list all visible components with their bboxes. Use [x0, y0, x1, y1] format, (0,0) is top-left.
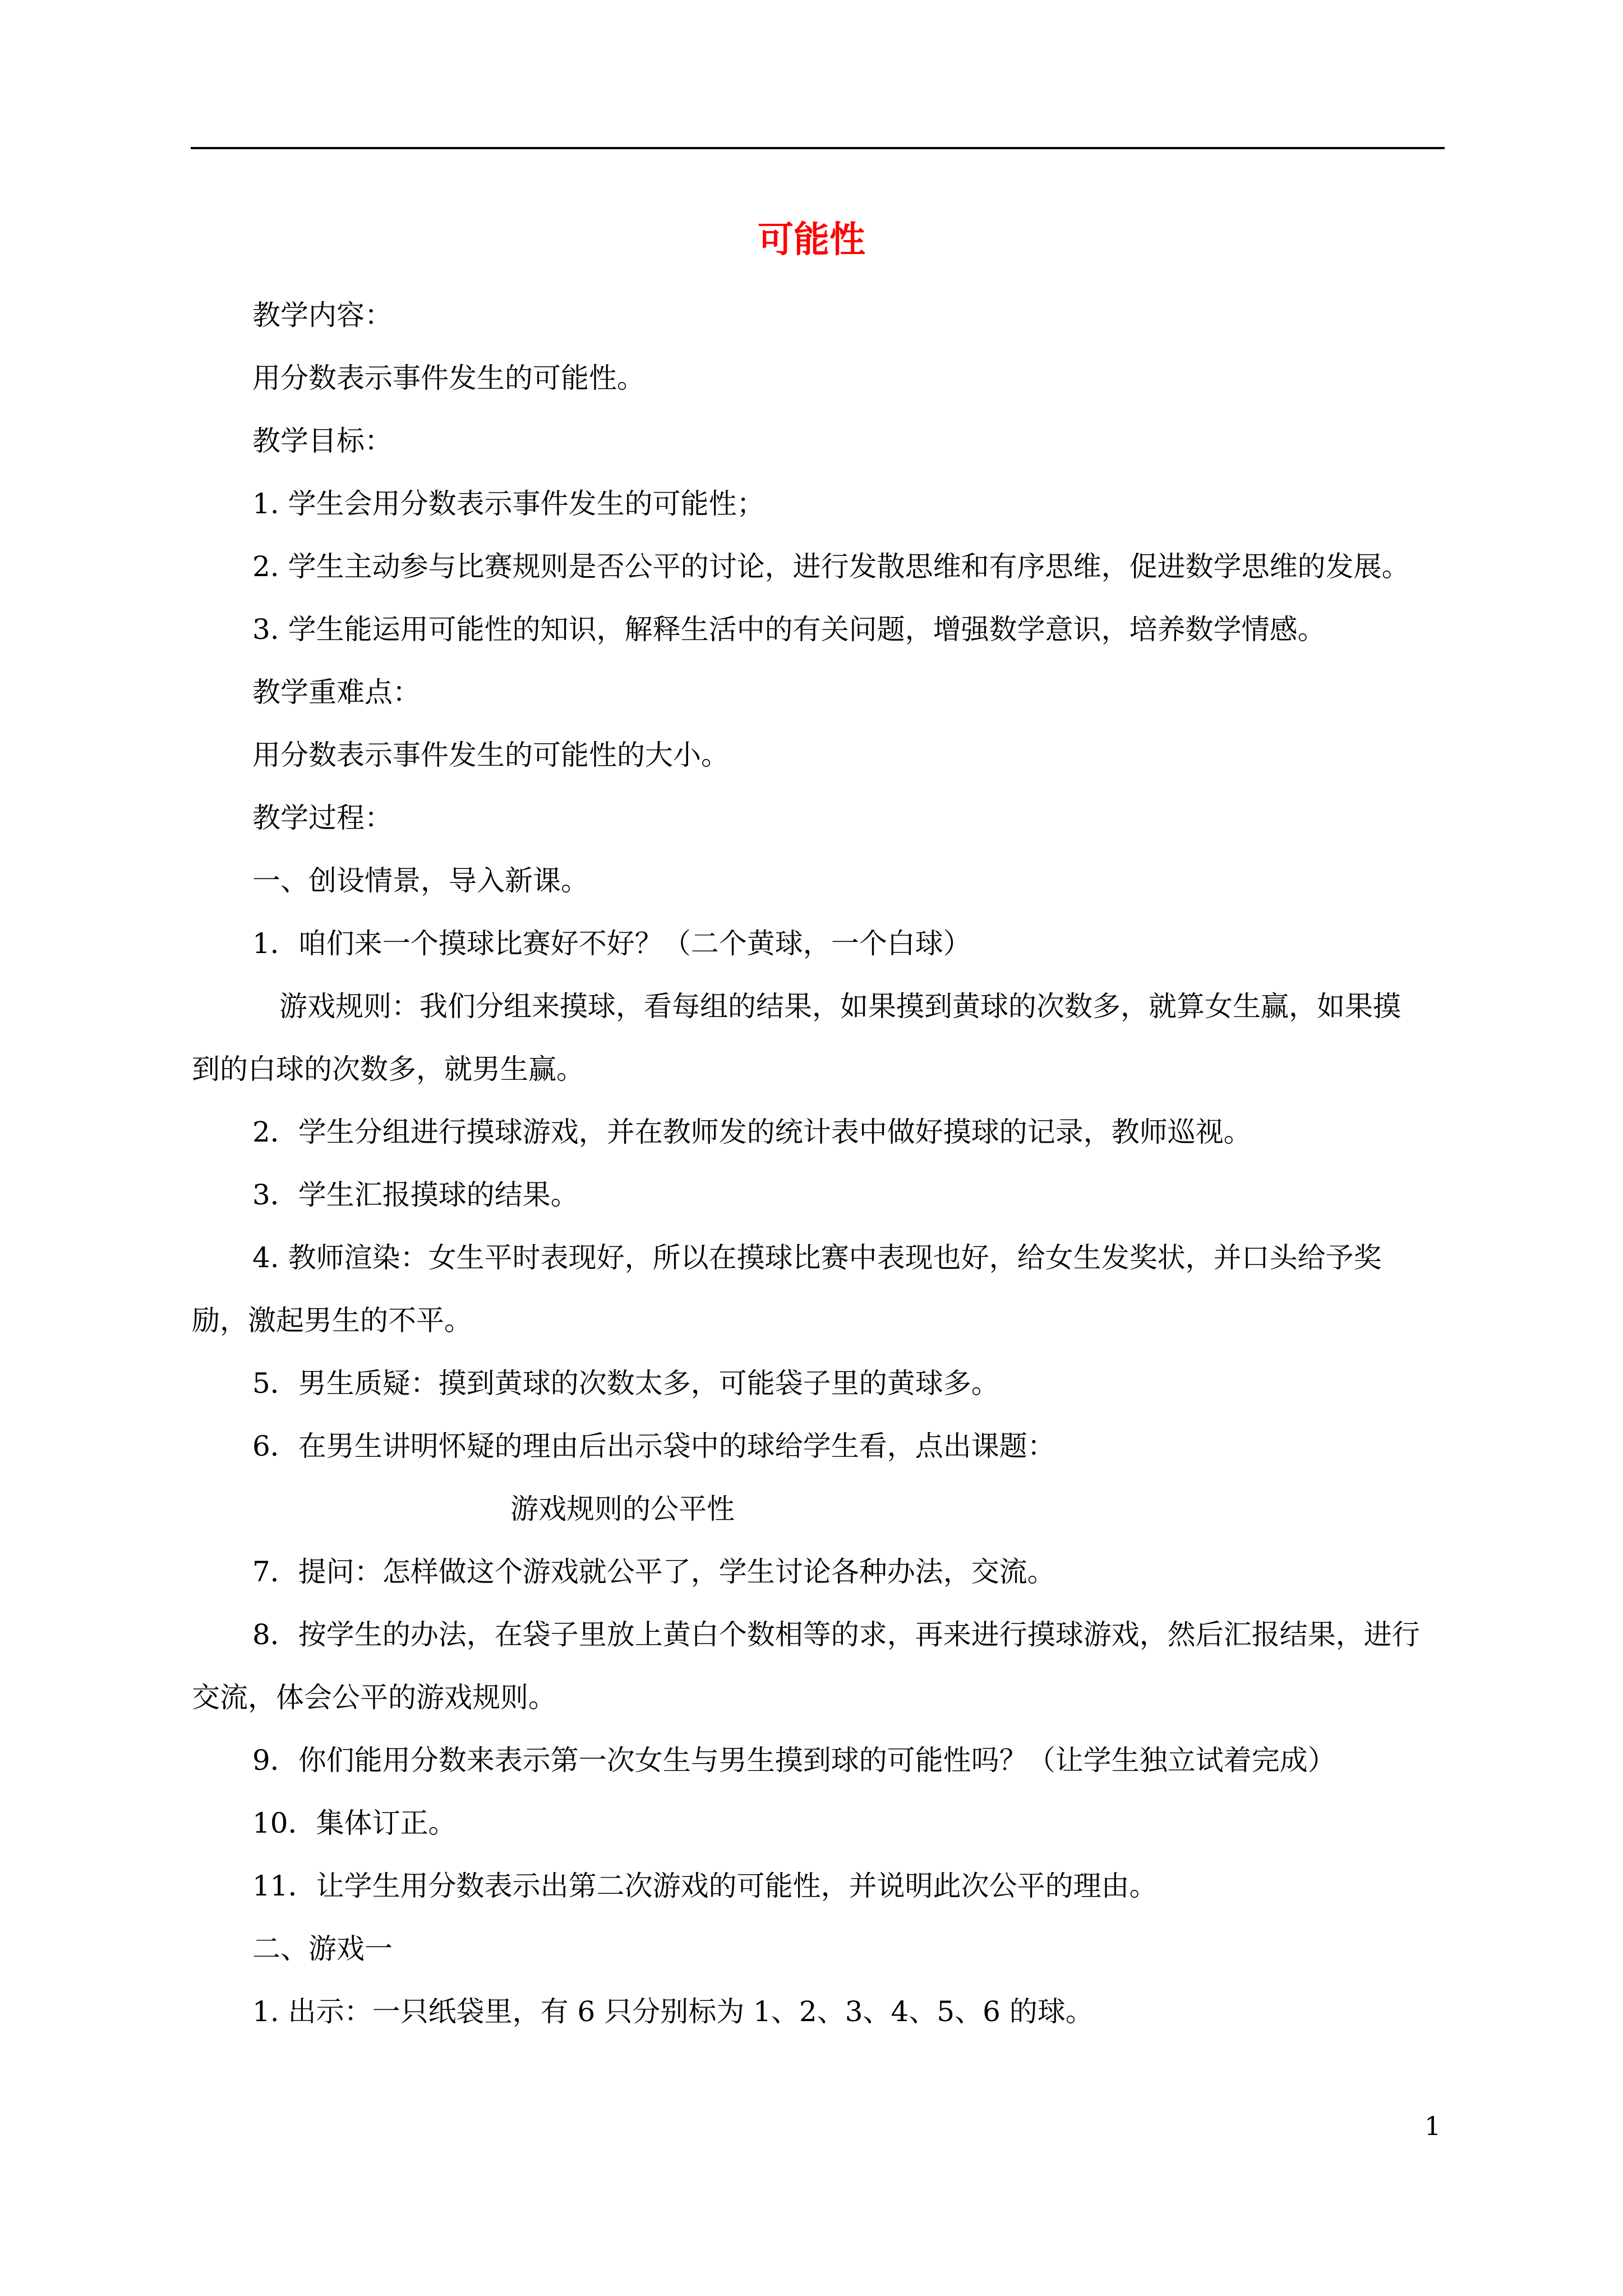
text-line: 2. 学生主动参与比赛规则是否公平的讨论，进行发散思维和有序思维，促进数学思维的发展。 [252, 550, 1410, 583]
text-line: 4. 教师渲染：女生平时表现好，所以在摸球比赛中表现也好，给女生发奖状，并口头给予奖 [252, 1241, 1382, 1274]
text-line: 1. 学生会用分数表示事件发生的可能性； [252, 487, 765, 520]
text-line: 8．按学生的办法，在袋子里放上黄白个数相等的求，再来进行摸球游戏，然后汇报结果，进行 [252, 1618, 1420, 1651]
page-title: 可能性 [758, 219, 865, 261]
text-line: 10．集体订正。 [252, 1807, 457, 1839]
text-line: 教学过程： [252, 802, 393, 834]
text-line: 2．学生分组进行摸球游戏，并在教师发的统计表中做好摸球的记录，教师巡视。 [252, 1116, 1252, 1148]
text-line: 7．提问：怎样做这个游戏就公平了，学生讨论各种办法，交流。 [252, 1556, 1055, 1588]
text-line: 一、创设情景，导入新课。 [252, 864, 589, 897]
text-line: 用分数表示事件发生的可能性。 [252, 362, 645, 394]
subheading-line: 游戏规则的公平性 [510, 1493, 735, 1525]
text-line: 6．在男生讲明怀疑的理由后出示袋中的球给学生看，点出课题： [252, 1430, 1055, 1462]
text-line: 3. 学生能运用可能性的知识，解释生活中的有关问题，增强数学意识，培养数学情感。 [252, 613, 1326, 646]
text-line: 教学重难点： [252, 676, 421, 708]
text-line: 交流，体会公平的游戏规则。 [192, 1681, 556, 1714]
text-line: 教学内容： [252, 299, 393, 332]
text-line: 5．男生质疑：摸到黄球的次数太多，可能袋子里的黄球多。 [252, 1367, 999, 1400]
text-line: 教学目标： [252, 425, 393, 457]
text-line: 9．你们能用分数来表示第一次女生与男生摸到球的可能性吗？（让学生独立试着完成） [252, 1744, 1336, 1777]
text-line: 励，激起男生的不平。 [192, 1304, 472, 1337]
text-line: 二、游戏一 [252, 1932, 393, 1965]
text-line: 11．让学生用分数表示出第二次游戏的可能性，并说明此次公平的理由。 [252, 1870, 1158, 1902]
text-line: 游戏规则：我们分组来摸球，看每组的结果，如果摸到黄球的次数多，就算女生赢，如果摸 [279, 990, 1401, 1023]
text-line: 用分数表示事件发生的可能性的大小。 [252, 739, 729, 771]
text-line: 1．咱们来一个摸球比赛好不好？（二个黄球，一个白球） [252, 927, 971, 960]
text-line: 1. 出示：一只纸袋里，有 6 只分别标为 1、2、3、4、5、6 的球。 [252, 1995, 1094, 2028]
page-number: 1 [1424, 2111, 1441, 2141]
text-line: 3．学生汇报摸球的结果。 [252, 1179, 579, 1211]
text-line: 到的白球的次数多，就男生赢。 [192, 1053, 584, 1085]
header-rule [191, 147, 1445, 149]
